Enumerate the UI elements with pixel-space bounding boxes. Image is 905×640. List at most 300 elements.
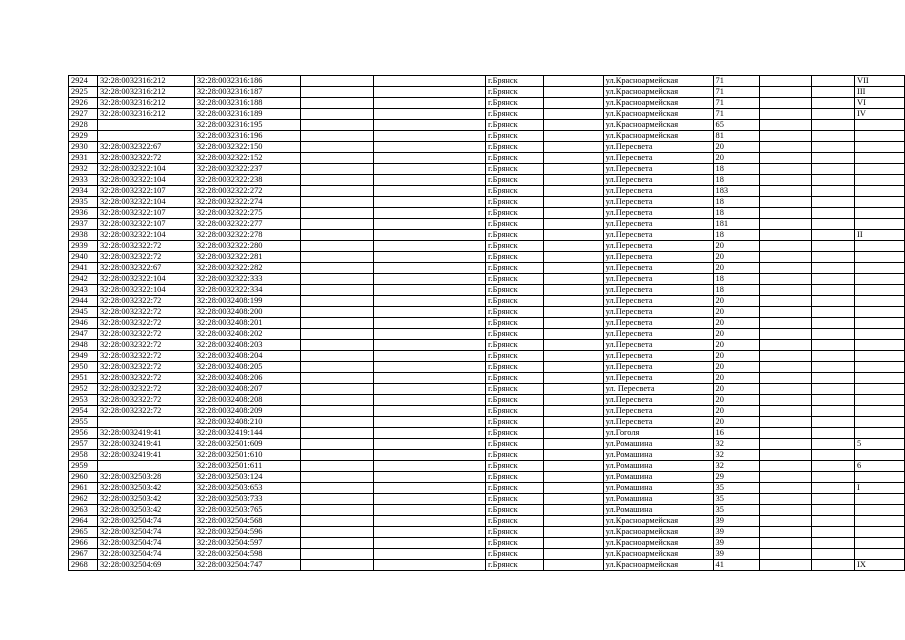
cell-col-4: [300, 406, 374, 417]
cell-house-number: 35: [713, 494, 760, 505]
cell-col-4: [300, 549, 374, 560]
cell-col-4: [300, 175, 374, 186]
cell-col-5: [374, 560, 486, 571]
cell-house-number: 35: [713, 505, 760, 516]
cell-col-5: [374, 120, 486, 131]
cell-row-number: 2928: [69, 120, 98, 131]
cell-city: г.Брянск: [485, 76, 543, 87]
table-row: [69, 76, 905, 87]
cell-col-10: [760, 307, 812, 318]
cell-row-number: 2955: [69, 417, 98, 428]
cell-city: г.Брянск: [485, 406, 543, 417]
cell-city: г.Брянск: [485, 494, 543, 505]
cell-col-10: [760, 450, 812, 461]
cell-house-number: 20: [713, 351, 760, 362]
cell-city: г.Брянск: [485, 186, 543, 197]
cell-col-11: [812, 153, 855, 164]
cell-street: ул.Красноармейская: [603, 516, 713, 527]
cell-apartment: [855, 373, 905, 384]
cell-col-11: [812, 98, 855, 109]
cell-object-number: 32:28:0032408:208: [194, 395, 300, 406]
cell-col-4: [300, 329, 374, 340]
table-row: [69, 494, 905, 505]
cell-col-5: [374, 384, 486, 395]
cell-street: ул.Красноармейская: [603, 87, 713, 98]
cell-col-4: [300, 417, 374, 428]
cell-col-10: [760, 153, 812, 164]
cell-street: ул.Пересвета: [603, 318, 713, 329]
cell-col-10: [760, 208, 812, 219]
cell-col-5: [374, 164, 486, 175]
table-row: [69, 329, 905, 340]
table-row: [69, 186, 905, 197]
cell-col-11: [812, 318, 855, 329]
cell-row-number: 2962: [69, 494, 98, 505]
cell-parcel-number: 32:28:0032504:74: [97, 538, 194, 549]
cell-city: г.Брянск: [485, 142, 543, 153]
cell-street: ул.Ромашина: [603, 450, 713, 461]
cell-parcel-number: 32:28:0032322:72: [97, 340, 194, 351]
cell-col-7: [543, 307, 603, 318]
table-row: [69, 274, 905, 285]
cell-col-10: [760, 560, 812, 571]
table-row: [69, 549, 905, 560]
cell-object-number: 32:28:0032504:598: [194, 549, 300, 560]
cell-parcel-number: 32:28:0032322:104: [97, 175, 194, 186]
cell-col-7: [543, 351, 603, 362]
cell-parcel-number: 32:28:0032419:41: [97, 428, 194, 439]
table-row: [69, 285, 905, 296]
cell-col-10: [760, 384, 812, 395]
cell-row-number: 2947: [69, 329, 98, 340]
cell-apartment: VI: [855, 98, 905, 109]
cell-row-number: 2944: [69, 296, 98, 307]
cell-col-5: [374, 406, 486, 417]
cell-parcel-number: 32:28:0032322:72: [97, 384, 194, 395]
cell-row-number: 2956: [69, 428, 98, 439]
cell-col-11: [812, 362, 855, 373]
cell-house-number: 71: [713, 76, 760, 87]
cell-city: г.Брянск: [485, 252, 543, 263]
cell-col-5: [374, 76, 486, 87]
cell-col-11: [812, 340, 855, 351]
cell-col-7: [543, 538, 603, 549]
cell-col-4: [300, 384, 374, 395]
cell-row-number: 2959: [69, 461, 98, 472]
cell-col-5: [374, 307, 486, 318]
cell-col-10: [760, 428, 812, 439]
cell-row-number: 2934: [69, 186, 98, 197]
cell-parcel-number: 32:28:0032322:72: [97, 351, 194, 362]
cell-col-7: [543, 142, 603, 153]
cell-street: ул.Пересвета: [603, 142, 713, 153]
cell-col-5: [374, 241, 486, 252]
cell-parcel-number: 32:28:0032504:74: [97, 527, 194, 538]
cell-col-11: [812, 494, 855, 505]
cell-row-number: 2939: [69, 241, 98, 252]
cell-house-number: 29: [713, 472, 760, 483]
cell-row-number: 2931: [69, 153, 98, 164]
cell-col-4: [300, 494, 374, 505]
table-row: [69, 307, 905, 318]
cell-col-10: [760, 505, 812, 516]
cell-apartment: [855, 241, 905, 252]
table-row: [69, 164, 905, 175]
cell-parcel-number: 32:28:0032322:72: [97, 395, 194, 406]
cell-apartment: VII: [855, 76, 905, 87]
cell-street: ул.Ромашина: [603, 439, 713, 450]
cell-city: г.Брянск: [485, 329, 543, 340]
cell-street: ул.Красноармейская: [603, 98, 713, 109]
table-row: [69, 505, 905, 516]
cell-parcel-number: 32:28:0032322:72: [97, 296, 194, 307]
cell-parcel-number: 32:28:0032322:104: [97, 274, 194, 285]
cell-apartment: [855, 307, 905, 318]
cell-city: г.Брянск: [485, 208, 543, 219]
cell-col-10: [760, 538, 812, 549]
cell-col-11: [812, 186, 855, 197]
cell-col-10: [760, 241, 812, 252]
cell-city: г.Брянск: [485, 472, 543, 483]
table-row: [69, 230, 905, 241]
cell-parcel-number: 32:28:0032322:107: [97, 186, 194, 197]
cell-col-10: [760, 109, 812, 120]
cell-house-number: 32: [713, 461, 760, 472]
cell-col-7: [543, 340, 603, 351]
cell-apartment: [855, 263, 905, 274]
cell-house-number: 20: [713, 362, 760, 373]
cell-city: г.Брянск: [485, 131, 543, 142]
cell-col-10: [760, 252, 812, 263]
cell-col-7: [543, 505, 603, 516]
cell-col-7: [543, 395, 603, 406]
cell-col-10: [760, 230, 812, 241]
cell-col-4: [300, 153, 374, 164]
cell-city: г.Брянск: [485, 417, 543, 428]
cell-object-number: 32:28:0032408:200: [194, 307, 300, 318]
cell-row-number: 2953: [69, 395, 98, 406]
cell-col-10: [760, 483, 812, 494]
cell-col-5: [374, 527, 486, 538]
table-row: [69, 428, 905, 439]
cell-house-number: 39: [713, 549, 760, 560]
cell-row-number: 2943: [69, 285, 98, 296]
cell-parcel-number: 32:28:0032322:72: [97, 241, 194, 252]
cell-street: ул.Красноармейская: [603, 549, 713, 560]
cell-object-number: 32:28:0032408:205: [194, 362, 300, 373]
cell-city: г.Брянск: [485, 153, 543, 164]
cell-parcel-number: 32:28:0032322:72: [97, 329, 194, 340]
cell-col-11: [812, 274, 855, 285]
cell-col-4: [300, 505, 374, 516]
cell-col-7: [543, 373, 603, 384]
cell-apartment: [855, 329, 905, 340]
cell-object-number: 32:28:0032501:610: [194, 450, 300, 461]
cell-city: г.Брянск: [485, 362, 543, 373]
cell-parcel-number: 32:28:0032503:42: [97, 494, 194, 505]
cell-col-4: [300, 450, 374, 461]
cell-city: г.Брянск: [485, 560, 543, 571]
cell-house-number: 81: [713, 131, 760, 142]
cell-street: ул.Пересвета: [603, 230, 713, 241]
cell-object-number: 32:28:0032322:281: [194, 252, 300, 263]
cell-col-4: [300, 472, 374, 483]
cell-col-10: [760, 461, 812, 472]
cell-city: г.Брянск: [485, 175, 543, 186]
cell-col-7: [543, 98, 603, 109]
cell-row-number: 2933: [69, 175, 98, 186]
cell-row-number: 2960: [69, 472, 98, 483]
cell-street: ул.Красноармейская: [603, 560, 713, 571]
cell-col-11: [812, 516, 855, 527]
cell-col-7: [543, 461, 603, 472]
cell-col-10: [760, 516, 812, 527]
cell-col-5: [374, 505, 486, 516]
cell-col-7: [543, 318, 603, 329]
cell-col-10: [760, 439, 812, 450]
cell-col-7: [543, 439, 603, 450]
cell-street: ул.Пересвета: [603, 340, 713, 351]
cell-col-11: [812, 472, 855, 483]
cell-apartment: [855, 417, 905, 428]
cell-city: г.Брянск: [485, 274, 543, 285]
cell-row-number: 2929: [69, 131, 98, 142]
cell-col-5: [374, 329, 486, 340]
cell-street: ул.Пересвета: [603, 175, 713, 186]
cell-parcel-number: 32:28:0032504:74: [97, 549, 194, 560]
cell-col-11: [812, 351, 855, 362]
cell-col-4: [300, 560, 374, 571]
cell-apartment: [855, 505, 905, 516]
cell-parcel-number: [97, 461, 194, 472]
cell-col-4: [300, 252, 374, 263]
cell-col-7: [543, 285, 603, 296]
cell-house-number: 71: [713, 98, 760, 109]
cell-object-number: 32:28:0032316:187: [194, 87, 300, 98]
cell-col-5: [374, 549, 486, 560]
cell-street: ул.Пересвета: [603, 186, 713, 197]
cell-col-11: [812, 307, 855, 318]
cell-street: ул.Красноармейская: [603, 538, 713, 549]
cell-col-10: [760, 76, 812, 87]
table-row: [69, 406, 905, 417]
cell-street: ул.Пересвета: [603, 417, 713, 428]
cell-house-number: 20: [713, 384, 760, 395]
cell-col-4: [300, 362, 374, 373]
cell-row-number: 2954: [69, 406, 98, 417]
cell-col-11: [812, 109, 855, 120]
cell-row-number: 2952: [69, 384, 98, 395]
cell-parcel-number: 32:28:0032322:104: [97, 164, 194, 175]
cell-col-10: [760, 494, 812, 505]
cell-street: ул.Пересвета: [603, 164, 713, 175]
table-row: [69, 197, 905, 208]
cell-col-10: [760, 263, 812, 274]
cell-street: ул.Пересвета: [603, 241, 713, 252]
cell-col-7: [543, 230, 603, 241]
table-row: [69, 87, 905, 98]
cell-object-number: 32:28:0032322:280: [194, 241, 300, 252]
cell-parcel-number: 32:28:0032322:67: [97, 142, 194, 153]
cell-col-5: [374, 252, 486, 263]
cell-object-number: 32:28:0032322:275: [194, 208, 300, 219]
cell-object-number: 32:28:0032408:203: [194, 340, 300, 351]
cell-object-number: 32:28:0032316:188: [194, 98, 300, 109]
cell-street: ул.Ромашина: [603, 505, 713, 516]
cell-row-number: 2967: [69, 549, 98, 560]
cell-col-11: [812, 120, 855, 131]
cell-city: г.Брянск: [485, 197, 543, 208]
cell-parcel-number: [97, 131, 194, 142]
cell-parcel-number: 32:28:0032503:42: [97, 505, 194, 516]
cell-house-number: 20: [713, 340, 760, 351]
cell-row-number: 2941: [69, 263, 98, 274]
cell-house-number: 39: [713, 527, 760, 538]
cell-object-number: 32:28:0032501:611: [194, 461, 300, 472]
cell-col-10: [760, 527, 812, 538]
cell-col-11: [812, 329, 855, 340]
cell-row-number: 2932: [69, 164, 98, 175]
cell-apartment: 6: [855, 461, 905, 472]
cell-col-4: [300, 483, 374, 494]
cell-house-number: 18: [713, 274, 760, 285]
cell-row-number: 2940: [69, 252, 98, 263]
cell-col-5: [374, 87, 486, 98]
cell-col-10: [760, 362, 812, 373]
cell-apartment: [855, 516, 905, 527]
cell-col-7: [543, 131, 603, 142]
cell-row-number: 2957: [69, 439, 98, 450]
cell-col-10: [760, 186, 812, 197]
cell-object-number: 32:28:0032408:202: [194, 329, 300, 340]
cell-parcel-number: 32:28:0032322:67: [97, 263, 194, 274]
cell-apartment: [855, 395, 905, 406]
cell-object-number: 32:28:0032322:277: [194, 219, 300, 230]
cell-house-number: 20: [713, 318, 760, 329]
cell-row-number: 2965: [69, 527, 98, 538]
cell-col-11: [812, 285, 855, 296]
table-row: [69, 384, 905, 395]
cell-col-11: [812, 208, 855, 219]
cell-col-7: [543, 109, 603, 120]
cell-col-10: [760, 87, 812, 98]
cell-col-11: [812, 450, 855, 461]
cell-house-number: 18: [713, 208, 760, 219]
cell-col-11: [812, 263, 855, 274]
cell-house-number: 35: [713, 483, 760, 494]
table-row: [69, 472, 905, 483]
cell-object-number: 32:28:0032504:597: [194, 538, 300, 549]
cell-city: г.Брянск: [485, 87, 543, 98]
cell-parcel-number: 32:28:0032419:41: [97, 450, 194, 461]
cell-apartment: III: [855, 87, 905, 98]
cell-col-11: [812, 384, 855, 395]
cell-street: ул.Пересвета: [603, 208, 713, 219]
cell-col-7: [543, 527, 603, 538]
cell-apartment: [855, 197, 905, 208]
table-row: [69, 252, 905, 263]
cell-object-number: 32:28:0032408:209: [194, 406, 300, 417]
cell-house-number: 20: [713, 329, 760, 340]
table-row: [69, 263, 905, 274]
cell-col-4: [300, 197, 374, 208]
cell-house-number: 71: [713, 109, 760, 120]
cell-col-5: [374, 208, 486, 219]
table-row: [69, 120, 905, 131]
cell-col-5: [374, 373, 486, 384]
cell-street: ул.Ромашина: [603, 483, 713, 494]
table-row: [69, 241, 905, 252]
cell-city: г.Брянск: [485, 439, 543, 450]
cell-col-4: [300, 87, 374, 98]
cell-col-5: [374, 175, 486, 186]
cell-col-7: [543, 417, 603, 428]
cell-col-5: [374, 274, 486, 285]
cell-apartment: [855, 549, 905, 560]
cell-street: ул.Гоголя: [603, 428, 713, 439]
cell-row-number: 2961: [69, 483, 98, 494]
cell-col-11: [812, 549, 855, 560]
cell-parcel-number: 32:28:0032316:212: [97, 76, 194, 87]
cell-row-number: 2963: [69, 505, 98, 516]
cell-street: ул. Пересвета: [603, 384, 713, 395]
table-row: [69, 439, 905, 450]
cell-apartment: [855, 472, 905, 483]
cell-col-11: [812, 439, 855, 450]
cell-col-4: [300, 527, 374, 538]
cell-city: г.Брянск: [485, 516, 543, 527]
cell-house-number: 18: [713, 197, 760, 208]
cell-col-4: [300, 538, 374, 549]
cell-house-number: 32: [713, 450, 760, 461]
cell-row-number: 2937: [69, 219, 98, 230]
cell-col-4: [300, 186, 374, 197]
cell-col-7: [543, 197, 603, 208]
cell-city: г.Брянск: [485, 285, 543, 296]
cell-apartment: [855, 274, 905, 285]
cell-row-number: 2958: [69, 450, 98, 461]
table-row: [69, 131, 905, 142]
cell-col-7: [543, 252, 603, 263]
cell-apartment: [855, 285, 905, 296]
cell-col-10: [760, 219, 812, 230]
cell-col-11: [812, 428, 855, 439]
cell-col-7: [543, 241, 603, 252]
cell-row-number: 2950: [69, 362, 98, 373]
cell-house-number: 41: [713, 560, 760, 571]
cell-col-5: [374, 362, 486, 373]
cell-col-10: [760, 373, 812, 384]
cell-city: г.Брянск: [485, 98, 543, 109]
cell-col-7: [543, 516, 603, 527]
cell-street: ул.Пересвета: [603, 307, 713, 318]
cell-apartment: [855, 296, 905, 307]
cell-object-number: 32:28:0032322:333: [194, 274, 300, 285]
cell-parcel-number: 32:28:0032322:104: [97, 197, 194, 208]
cell-city: г.Брянск: [485, 384, 543, 395]
cell-col-4: [300, 230, 374, 241]
cell-col-10: [760, 175, 812, 186]
cell-apartment: IV: [855, 109, 905, 120]
table-row: [69, 483, 905, 494]
table-row: [69, 560, 905, 571]
cell-street: ул.Пересвета: [603, 373, 713, 384]
table-row: [69, 318, 905, 329]
cell-row-number: 2935: [69, 197, 98, 208]
cell-house-number: 20: [713, 406, 760, 417]
cell-col-5: [374, 109, 486, 120]
cell-house-number: 181: [713, 219, 760, 230]
